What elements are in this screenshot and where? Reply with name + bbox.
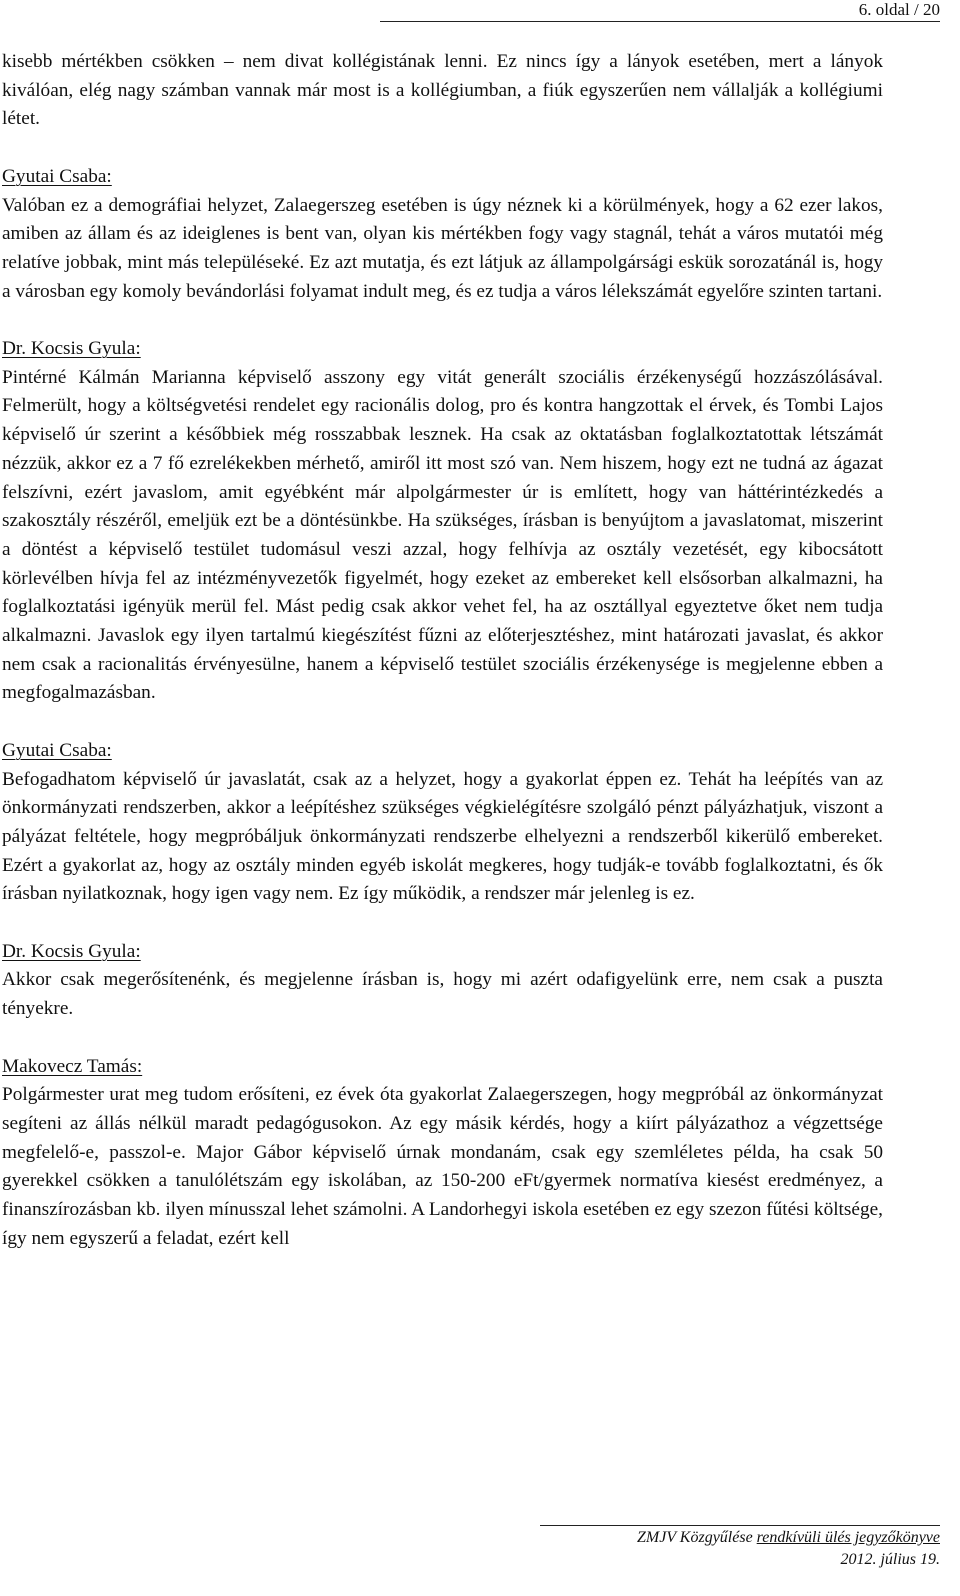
speech-text: Pintérné Kálmán Marianna képviselő asszony egy vitát generált szociális érzékenységű hozzászólásával. Felmerült, hogy a költségvetési rendelet egy racionális dolog, pro és kontra hangzottak el érvek, és Tombi Lajos képviselő úr szerint a későbbiek még rosszabbak lesznek. Ha csak az oktatásban foglalkoztatottak létszámát nézzük, akkor ez a 7 fő ezrelékekben mérhető, amiről itt most szó van. Nem hiszem, hogy ezt ne tudná az ágazat felszívni, ezért javaslom, amit egyébként már alpolgármester úr is említett, hogy van háttérintézkedés a szakosztály részéről, emeljük ezt be a döntésünkbe. Ha szükséges, írásban is benyújtom a javaslatomat, miszerint a döntést a képviselő testület tudomásul veszi azzal, hogy felhívja az osztály vezetését, egy kibocsátott körlevélben hívja fel az intézményvezetők figyelmét, hogy ezeket az embereket kell elsősorban alkalmazni, ha foglalkoztatási igényük merül fel. Mást pedig csak akkor vehet fel, ha az osztállyal egyeztetve őket nem tudja alkalmazni. Javaslok egy ilyen tartalmú kiegészítést fűzni az előterjesztéshez, mint határozati javaslat, és akkor nem csak a racionalitás érvényesülne, hanem a képviselő testület szociális érzékenysége is megjelenne ebben a megfogalmazásban. xyxy=(2,366,883,704)
speech-block-gyutai-2 xyxy=(2,737,883,909)
footer-document-title xyxy=(540,1525,940,1549)
speech-block-gyutai-1 xyxy=(2,163,883,307)
speaker-name: Makovecz Tamás: xyxy=(2,1055,143,1077)
speech-block-kocsis-1 xyxy=(2,335,883,708)
page-footer xyxy=(540,1525,940,1571)
page-number: 6. oldal / 20 xyxy=(380,0,940,22)
speech-text: Befogadhatom képviselő úr javaslatát, csak az a helyzet, hogy a gyakorlat éppen ez. Tehát ha leépítés van az önkormányzati rendszerben, akkor a leépítéshez szükséges végkielégítésre szolgáló pénzt pályázhatjuk, viszont a pályázat feltétele, hogy megpróbáljuk önkormányzati rendszerbe elhelyezni a rendszerből kikerülő embereket. Ezért a gyakorlat az, hogy az osztály minden egyéb iskolát megkeres, hogy tudják-e tovább foglalkoztatni, és ők írásban nyilatkoznak, hogy igen vagy nem. Ez így működik, a rendszer már jelenleg is ez. xyxy=(2,768,883,905)
speech-text: Valóban ez a demográfiai helyzet, Zalaegerszeg esetében is úgy néznek ki a körülmények, hogy a 62 ezer lakos, amiben az állam és az ideiglenes is bent van, olyan kis mértékben fogy vagy stagnál, tehát a város mutatói még relatíve jobbak, mint más településeké. Ez azt mutatja, és ezt látjuk az állampolgársági eskük sorozatánál is, hogy a városban egy komoly bevándorlási folyamat indult meg, és ez tudja a város lélekszámát egyelőre szinten tartani. xyxy=(2,194,883,302)
document-body xyxy=(2,48,883,1253)
speaker-name: Dr. Kocsis Gyula: xyxy=(2,940,141,962)
footer-date: 2012. július 19. xyxy=(840,1551,940,1568)
speaker-name: Gyutai Csaba: xyxy=(2,739,112,761)
speech-text: Polgármester urat meg tudom erősíteni, ez évek óta gyakorlat Zalaegerszegen, hogy megpróbál az önkormányzat segíteni az állás nélkül maradt pedagógusokon. Az egy másik kérdés, hogy a kiírt pályázathoz a végzettsége megfelelő-e, passzol-e. Major Gábor képviselő úrnak mondanám, csak egy szemléletes példa, ha csak 50 gyerekkel csökken a tanulólétszám egy iskolában, az 150-200 eFt/gyermek normatíva kiesést eredményez, a finanszírozásban kb. ilyen mínusszal lehet számolni. A Landorhegyi iskola esetében ez egy szezon fűtési költsége, így nem egyszerű a feladat, ezért kell xyxy=(2,1084,883,1249)
speaker-name: Gyutai Csaba: xyxy=(2,165,112,187)
footer-title-prefix: ZMJV Közgyűlése xyxy=(636,1529,757,1546)
speech-block-makovecz xyxy=(2,1053,883,1254)
speech-block-kocsis-2 xyxy=(2,938,883,1024)
intro-paragraph: kisebb mértékben csökken – nem divat kollégistának lenni. Ez nincs így a lányok esetében, mert a lányok kiválóan, elég nagy számban vannak már most is a kollégiumban, a fiúk egyszerűen nem vállalják a kollégiumi létet. xyxy=(2,51,883,130)
footer-title-underlined: rendkívüli ülés jegyzőkönyve xyxy=(756,1529,940,1546)
speech-text: Akkor csak megerősítenénk, és megjelenne írásban is, hogy mi azért odafigyelünk erre, nem csak a puszta tényekre. xyxy=(2,969,883,1020)
speaker-name: Dr. Kocsis Gyula: xyxy=(2,338,141,359)
